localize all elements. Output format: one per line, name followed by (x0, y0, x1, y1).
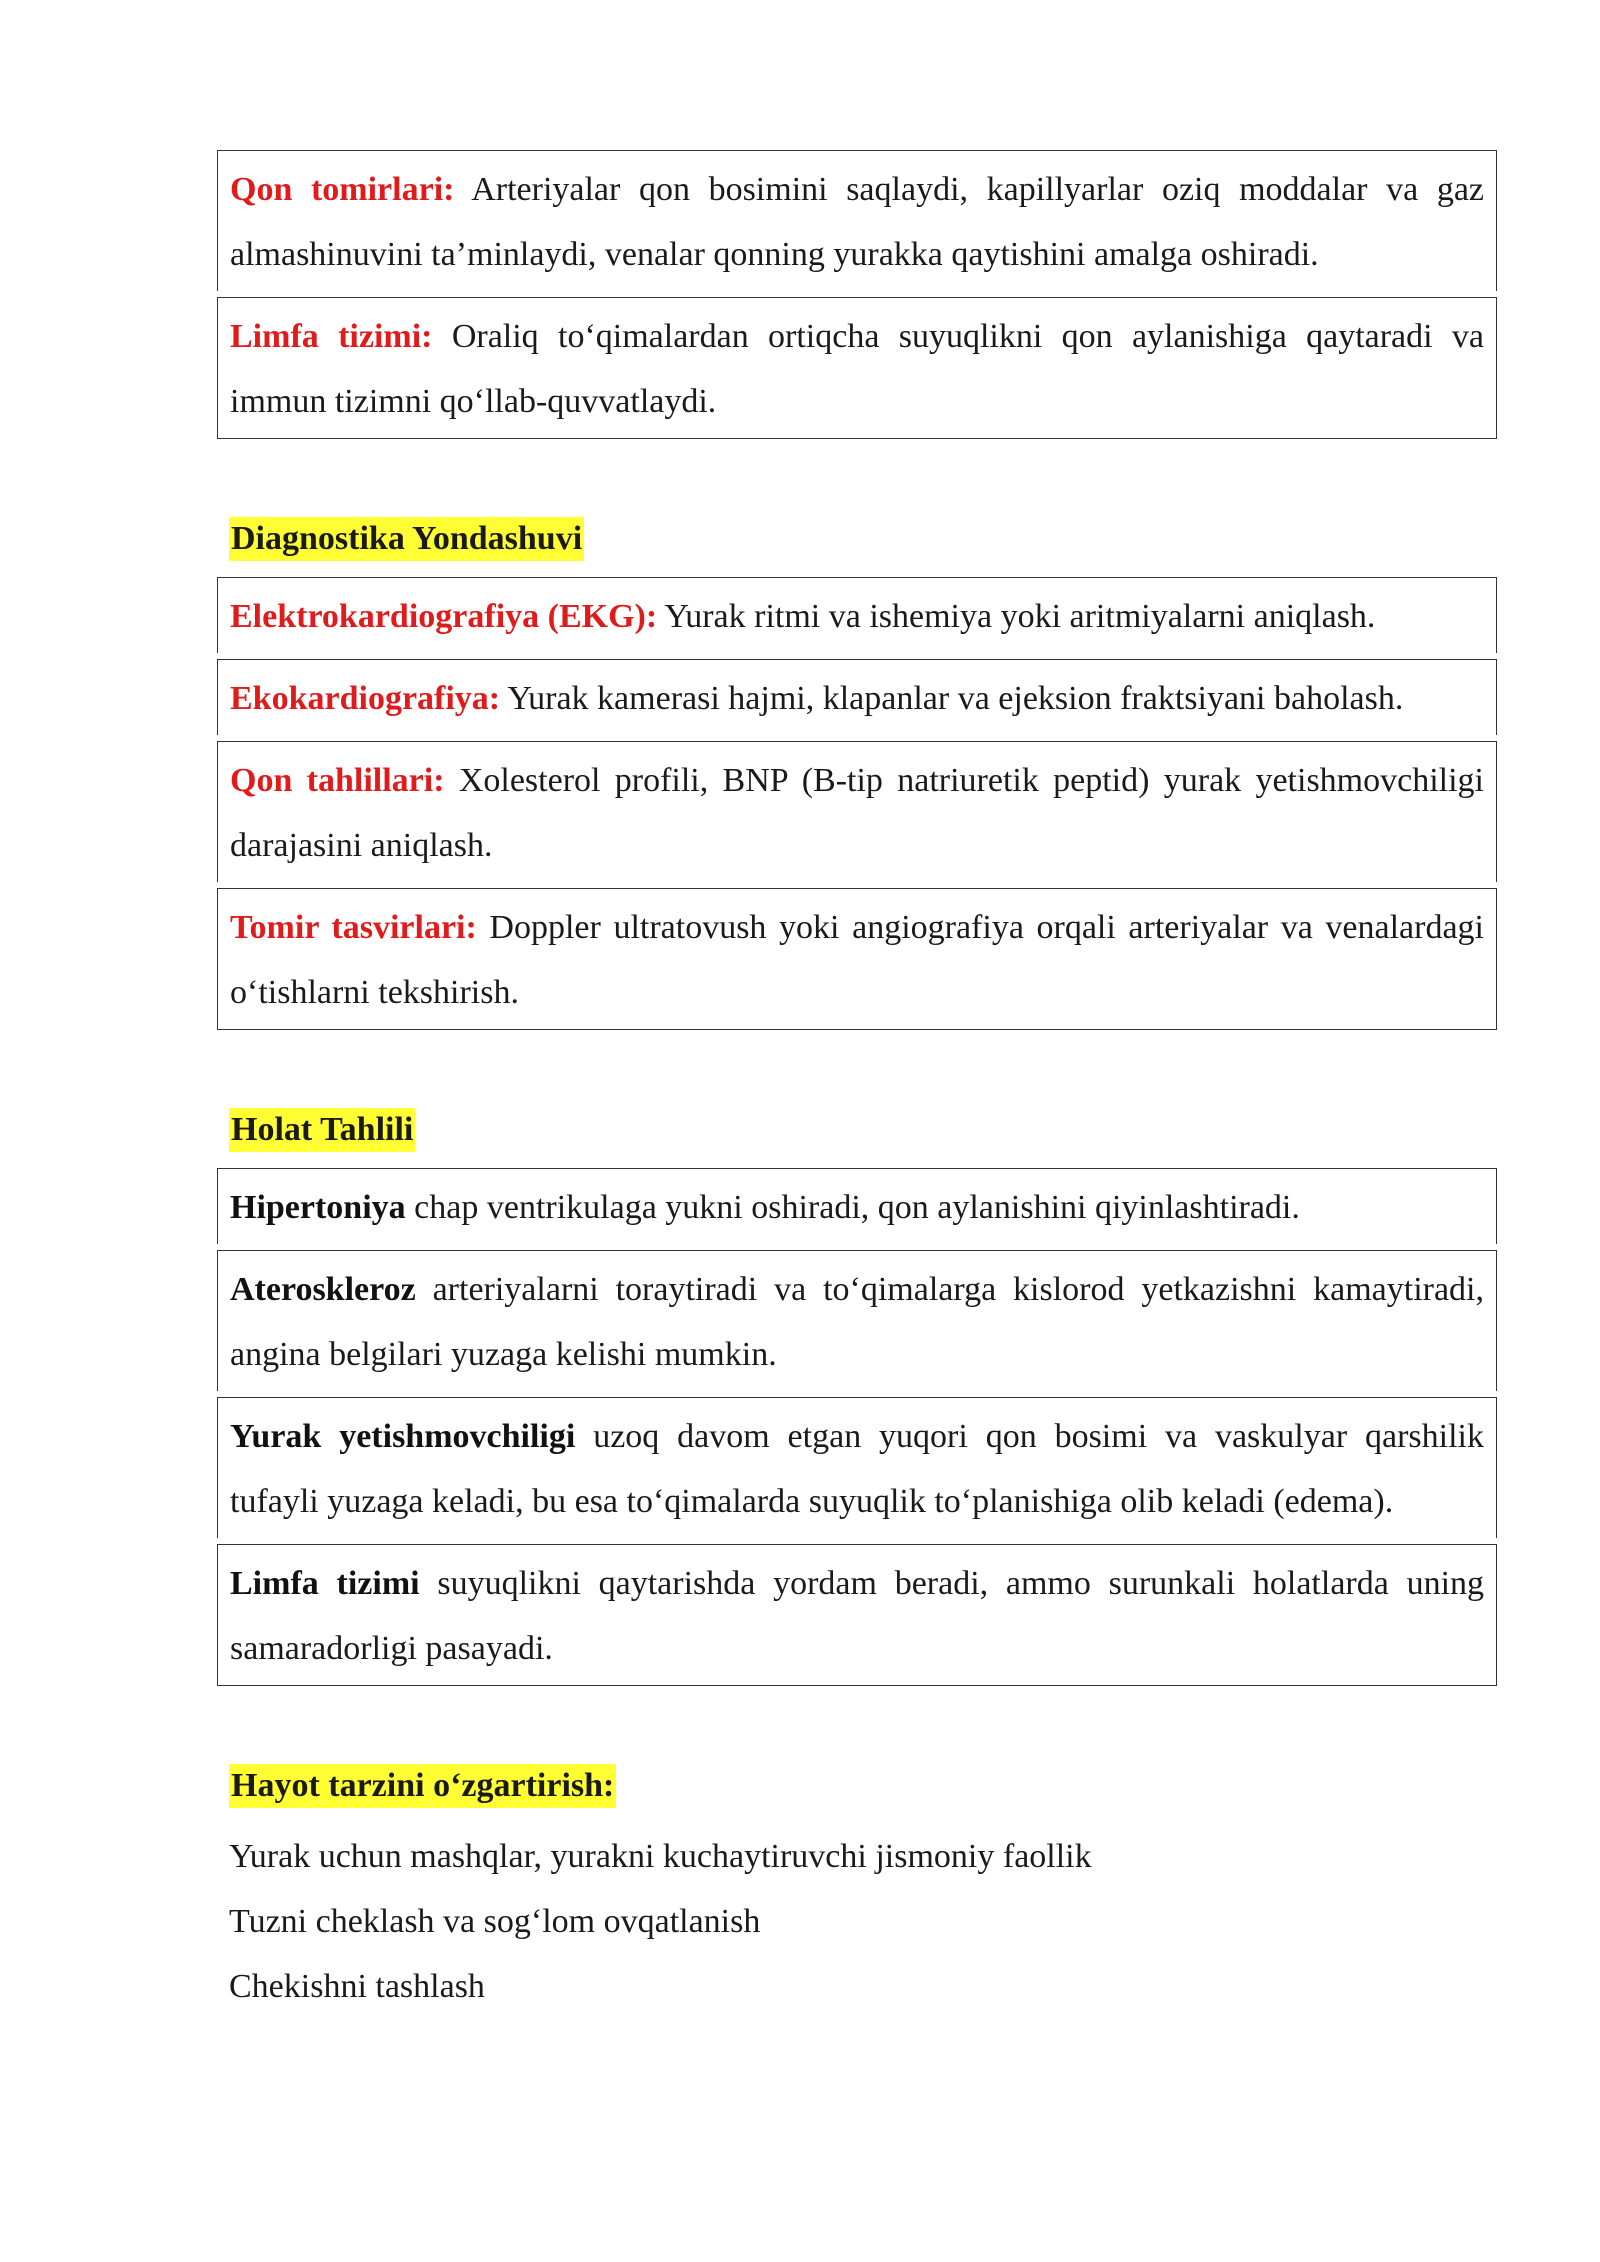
term-label: Tomir tasvirlari: (230, 909, 477, 946)
list-item: Chekishni tashlash (229, 1968, 485, 2005)
term-label: Limfa tizimi: (230, 318, 433, 355)
term-label: Limfa tizimi (230, 1565, 420, 1602)
term-description: Yurak ritmi va ishemiya yoki aritmiyalarni aniqlash. (657, 598, 1376, 635)
term-description: Arteriyalar qon bosimini saqlaydi, kapillyarlar oziq moddalar va gaz almashinuvini ta’minlaydi, venalar qonning yurakka qaytishini amalga oshiradi. (230, 171, 1484, 273)
info-box-qon-tomirlari (217, 150, 1497, 291)
term-label: Yurak yetishmovchiligi (230, 1418, 576, 1455)
info-box-yurak-yetishmovchiligi (217, 1397, 1497, 1538)
section-lifestyle (217, 1764, 1497, 1808)
info-box-hipertoniya (217, 1168, 1497, 1244)
info-box-limfa-tizimi (217, 297, 1497, 439)
term-label: Qon tomirlari: (230, 171, 455, 208)
term-label: Elektrokardiografiya (EKG): (230, 598, 658, 635)
term-label: Ekokardiografiya: (230, 680, 501, 717)
info-box-ekg (217, 577, 1497, 653)
list-item: Tuzni cheklash va sog‘lom ovqatlanish (229, 1903, 761, 1940)
term-description: Xolesterol profili, BNP (B-tip natriuretik peptid) yurak yetishmovchiligi darajasini aniqlash. (230, 762, 1484, 864)
info-box-limfa-tizimi-analysis (217, 1544, 1497, 1686)
term-description: uzoq davom etgan yuqori qon bosimi va vaskulyar qarshilik tufayli yuzaga keladi, bu esa to‘qimalarda suyuqlik to‘planishiga olib keladi (edema). (230, 1418, 1484, 1520)
term-label: Ateroskleroz (230, 1271, 416, 1308)
term-description: suyuqlikni qaytarishda yordam beradi, ammo surunkali holatlarda uning samaradorligi pasayadi. (230, 1565, 1485, 1667)
info-box-qon-tahlillari (217, 741, 1497, 882)
info-box-ekokardiografiya (217, 659, 1497, 735)
term-description: Doppler ultratovush yoki angiografiya orqali arteriyalar va venalardagi o‘tishlarni tekshirish. (230, 909, 1484, 1011)
term-description: arteriyalarni toraytiradi va to‘qimalarga kislorod yetkazishni kamaytiradi, angina belgilari yuzaga kelishi mumkin. (230, 1271, 1484, 1373)
document-page (217, 150, 1497, 2019)
section-diagnostics (217, 517, 1497, 561)
term-description: chap ventrikulaga yukni oshiradi, qon aylanishini qiyinlashtiradi. (405, 1189, 1300, 1226)
list-item: Yurak uchun mashqlar, yurakni kuchaytiruvchi jismoniy faollik (229, 1838, 1092, 1875)
term-description: Oraliq to‘qimalardan ortiqcha suyuqlikni qon aylanishiga qaytaradi va immun tizimni qo‘llab-quvvatlaydi. (230, 318, 1485, 420)
section-heading: Diagnostika Yondashuvi (229, 517, 584, 561)
term-label: Hipertoniya (230, 1189, 406, 1226)
section-heading: Holat Tahlili (229, 1108, 415, 1152)
info-box-tomir-tasvirlari (217, 888, 1497, 1030)
term-description: Yurak kamerasi hajmi, klapanlar va ejeksion fraktsiyani baholash. (500, 680, 1404, 717)
term-label: Qon tahlillari: (230, 762, 445, 799)
info-box-ateroskleroz (217, 1250, 1497, 1391)
section-analysis (217, 1108, 1497, 1152)
section-heading: Hayot tarzini o‘zgartirish: (229, 1764, 616, 1808)
